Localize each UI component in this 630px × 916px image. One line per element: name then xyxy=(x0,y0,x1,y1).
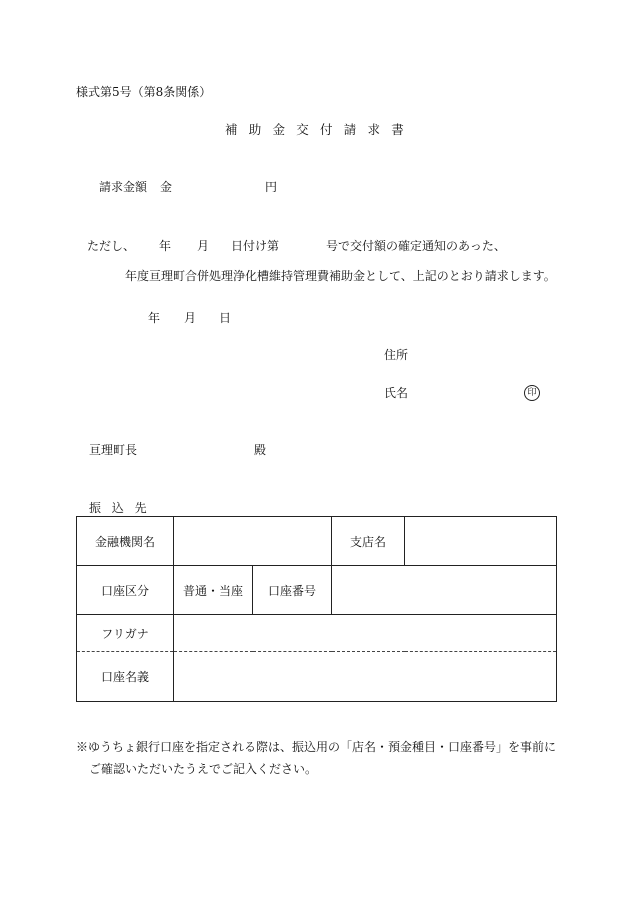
body-line1-end: 号で交付額の確定通知のあった、 xyxy=(326,239,506,253)
date-year: 年 xyxy=(148,311,161,325)
seal-mark: 印 xyxy=(524,385,540,401)
account-holder-field[interactable] xyxy=(174,652,557,702)
branch-label: 支店名 xyxy=(332,517,405,566)
body-line1-start: ただし、 xyxy=(87,239,136,253)
branch-field[interactable] xyxy=(405,517,557,566)
amount-unit: 円 xyxy=(265,180,278,194)
account-number-field[interactable] xyxy=(332,566,557,615)
account-type-field[interactable]: 普通・当座 xyxy=(174,566,253,615)
form-number: 様式第5号（第8条関係） xyxy=(76,85,212,99)
account-number-label: 口座番号 xyxy=(253,566,332,615)
furigana-label: フリガナ xyxy=(77,615,174,652)
account-holder-label: 口座名義 xyxy=(77,652,174,702)
bank-name-label: 金融機関名 xyxy=(77,517,174,566)
page-title: 補助金交付請求書 xyxy=(225,122,416,137)
body-line1-year: 年 xyxy=(159,239,172,253)
account-type-label: 口座区分 xyxy=(77,566,174,615)
transfer-heading: 振込先 xyxy=(89,501,158,515)
bank-name-field[interactable] xyxy=(174,517,332,566)
body-line1-day: 日付け第 xyxy=(231,239,280,253)
note-line2: ご確認いただいたうえでご記入ください。 xyxy=(89,762,318,776)
name-label: 氏名 xyxy=(384,386,409,400)
body-line1-month: 月 xyxy=(197,239,210,253)
bank-account-table xyxy=(76,516,557,702)
amount-prefix: 金 xyxy=(160,180,173,194)
address-label: 住所 xyxy=(384,348,409,362)
addressee-name: 亘理町長 xyxy=(89,443,138,457)
addressee-honorific: 殿 xyxy=(254,443,267,457)
date-day: 日 xyxy=(219,311,232,325)
note-line1: ※ゆうちょ銀行口座を指定される際は、振込用の「店名・預金種目・口座番号」を事前に xyxy=(76,740,557,754)
body-line2: 年度亘理町合併処理浄化槽維持管理費補助金として、上記のとおり請求します。 xyxy=(125,269,556,283)
date-month: 月 xyxy=(184,311,197,325)
amount-label: 請求金額 xyxy=(99,180,148,194)
furigana-field[interactable] xyxy=(174,615,557,652)
